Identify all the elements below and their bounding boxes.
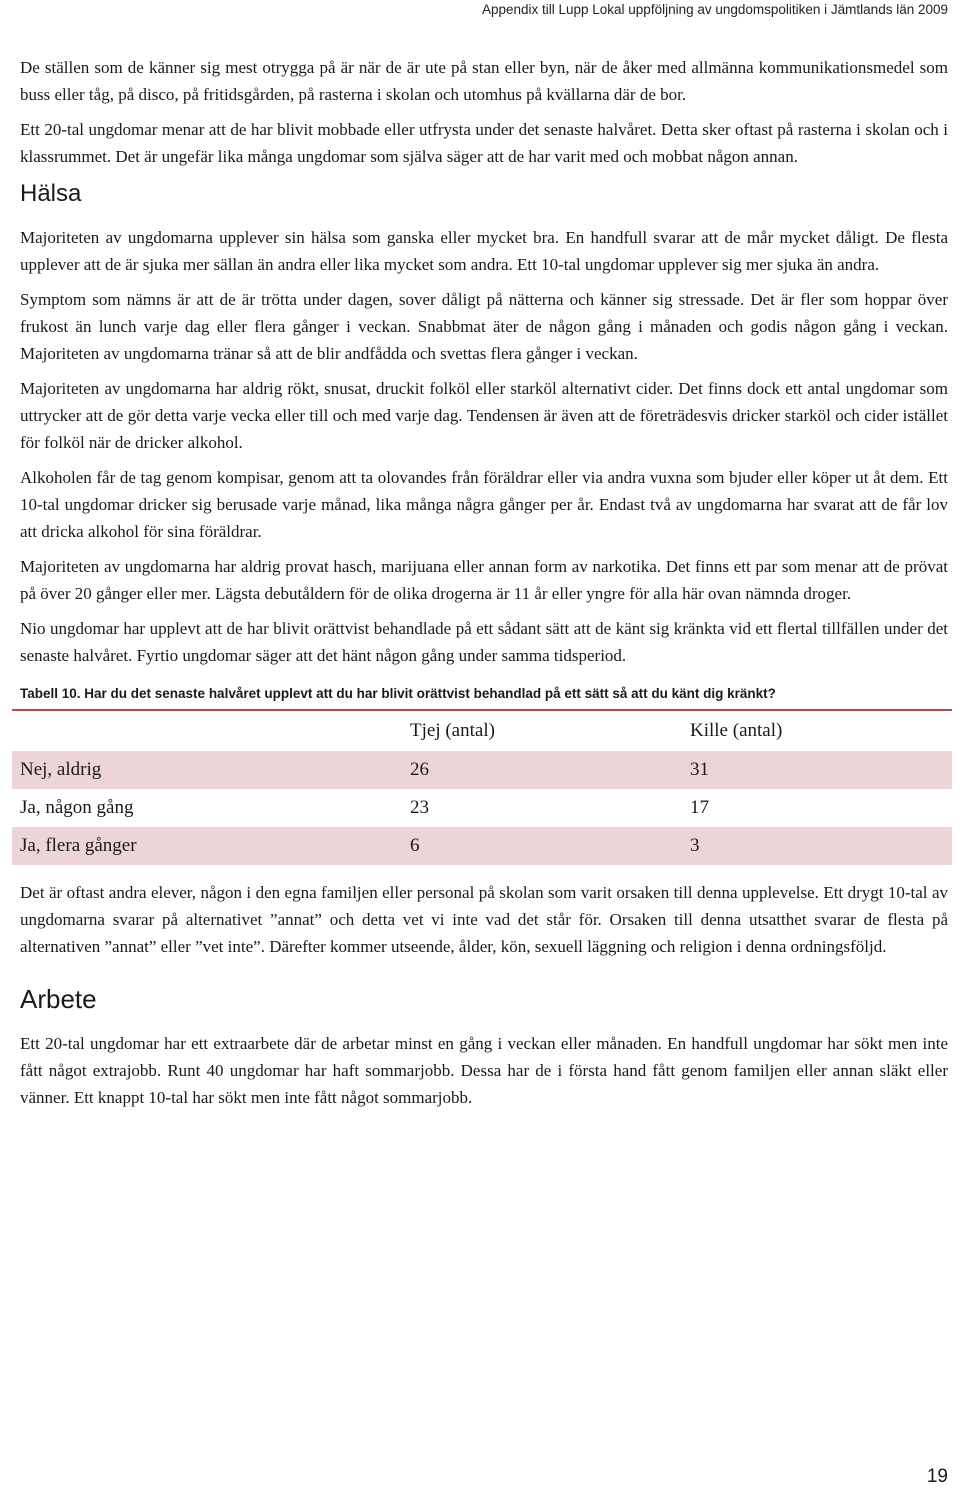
paragraph: Det är oftast andra elever, någon i den egna familjen eller personal på skolan som varit orsaken till denna upplevelse. Ett drygt 10-tal av ungdomarna svarar på alternativet ”annat” och detta vet vi inte vad det står för. Orsaken till denna utsatthet svarar de flesta på alternativen ”annat” eller ”vet inte”. Därefter kommer utseende, ålder, kön, sexuell läggning och religion i denna ordningsföljd. bbox=[20, 883, 948, 956]
data-table bbox=[12, 709, 952, 865]
section-heading-arbete: Arbete bbox=[20, 984, 97, 1014]
row-label: Ja, flera gånger bbox=[20, 835, 137, 856]
paragraph: Nio ungdomar har upplevt att de har blivit orättvist behandlade på ett sådant sätt att de känt sig kränkta vid ett flertal tillfällen under det senaste halvåret. Fyrtio ungdomar säger att det hänt någon gång under samma tidsperiod. bbox=[20, 619, 948, 665]
row-label: Ja, någon gång bbox=[20, 797, 134, 818]
cell-kille: 3 bbox=[690, 835, 700, 856]
cell-tjej: 6 bbox=[410, 835, 420, 856]
paragraph: Ett 20-tal ungdomar har ett extraarbete där de arbetar minst en gång i veckan eller månaden. En handfull ungdomar har sökt men inte fått något extrajobb. Runt 40 ungdomar har haft sommarjobb. Dessa har de i första hand fått genom familjen eller annan släkt eller vänner. Ett knappt 10-tal har sökt men inte fått något sommarjobb. bbox=[20, 1034, 948, 1107]
paragraph: Symptom som nämns är att de är trötta under dagen, sover dåligt på nätterna och känner sig stressade. Det är fler som hoppar över frukost än lunch varje dag eller flera gånger i veckan. Snabbmat äter de någon gång i månaden och godis någon gång i veckan. Majoriteten av ungdomarna tränar så att de blir andfådda och svettas flera gånger i veckan. bbox=[20, 290, 948, 363]
cell-tjej: 26 bbox=[410, 759, 429, 780]
row-label: Nej, aldrig bbox=[20, 759, 102, 780]
table-caption: Tabell 10. Har du det senaste halvåret upplevt att du har blivit orättvist behandlad på ett sätt så att du känt dig kränkt? bbox=[20, 686, 776, 701]
page-number: 19 bbox=[926, 1466, 948, 1487]
paragraph: Alkoholen får de tag genom kompisar, genom att ta olovandes från föräldrar eller via andra vuxna som bjuder eller köper ut åt dem. Ett 10-tal ungdomar dricker sig berusade varje månad, lika många några gånger per år. Endast två av ungdomarna har svarat att de får lov att dricka alkohol för sina föräldrar. bbox=[20, 468, 948, 541]
table-row bbox=[12, 751, 952, 789]
paragraph: Ett 20-tal ungdomar menar att de har blivit mobbade eller utfrysta under det senaste halvåret. Detta sker oftast på rasterna i skolan och i klassrummet. Det är ungefär lika många ungdomar som själva säger att de har varit med och mobbat någon annan. bbox=[20, 120, 948, 166]
table-row bbox=[12, 789, 952, 827]
section-heading-halsa: Hälsa bbox=[20, 180, 82, 207]
table-header-cell: Kille (antal) bbox=[690, 720, 783, 741]
paragraph: Majoriteten av ungdomarna upplever sin hälsa som ganska eller mycket bra. En handfull svarar att de mår mycket dåligt. De flesta upplever att de är sjuka mer sällan än andra eller lika mycket som andra. Ett 10-tal ungdomar upplever sig mer sjuka än andra. bbox=[20, 228, 948, 274]
paragraph: Majoriteten av ungdomarna har aldrig provat hasch, marijuana eller annan form av narkotika. Det finns ett par som menar att de prövat på över 20 gånger eller mer. Lägsta debutåldern för de olika drogerna är 11 år eller yngre för alla här ovan nämnda droger. bbox=[20, 557, 948, 603]
table-header-cell: Tjej (antal) bbox=[410, 720, 495, 741]
running-header: Appendix till Lupp Lokal uppföljning av ungdomspolitiken i Jämtlands län 2009 bbox=[481, 2, 948, 17]
page-body bbox=[20, 54, 948, 1119]
table-header-cell bbox=[12, 710, 410, 751]
table-header-row bbox=[12, 710, 952, 751]
cell-kille: 31 bbox=[690, 759, 709, 780]
table-row bbox=[12, 827, 952, 865]
cell-kille: 17 bbox=[690, 797, 709, 818]
paragraph: De ställen som de känner sig mest otrygga på är när de är ute på stan eller byn, när de åker med allmänna kommunikationsmedel som buss eller tåg, på disco, på fritidsgården, på rasterna i skolan och utomhus på kvällarna där de bor. bbox=[20, 58, 948, 104]
paragraph: Majoriteten av ungdomarna har aldrig rökt, snusat, druckit folköl eller starköl alternativt cider. Det finns dock ett antal ungdomar som uttrycker att de gör detta varje vecka eller till och med varje dag. Tendensen är även att de företrädesvis dricker starköl och cider istället för folköl när de dricker alkohol. bbox=[20, 379, 948, 452]
cell-tjej: 23 bbox=[410, 797, 429, 818]
